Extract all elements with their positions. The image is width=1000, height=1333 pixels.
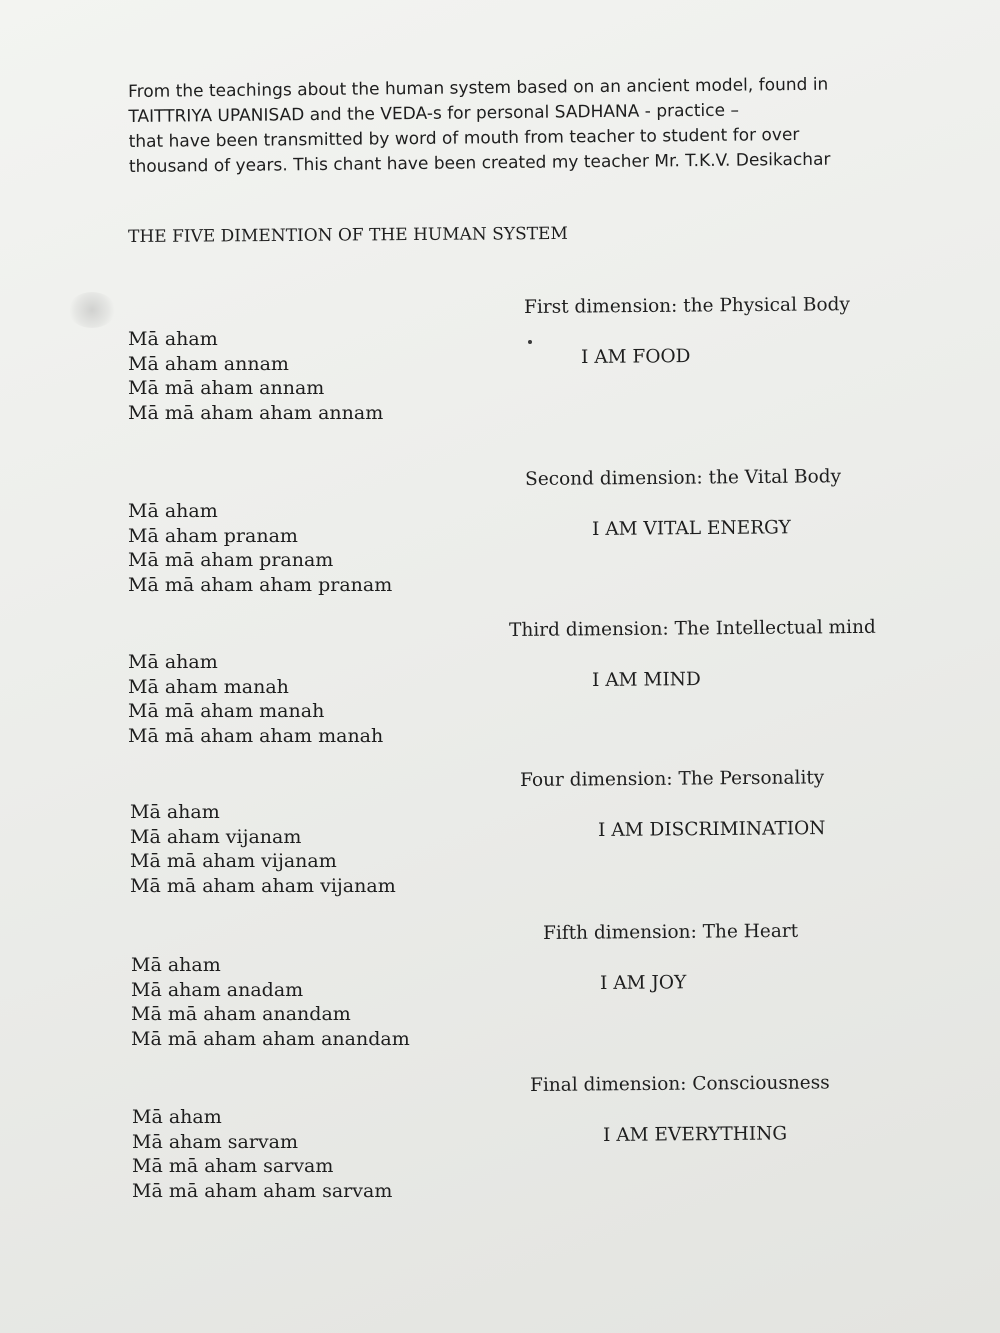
dimension-section-6: [0, 1072, 1000, 1205]
chant-line: Mā aham vijanam: [130, 825, 302, 848]
chant-line: Mā aham annam: [128, 352, 289, 375]
chant-lines: [128, 327, 383, 425]
dimension-section-2: [0, 466, 1000, 599]
chant-line: Mā mā aham manah: [128, 700, 325, 722]
chant-line: Mā aham sarvam: [132, 1130, 299, 1153]
chant-line: Mā mā aham vijanam: [130, 850, 337, 872]
chant-line: Mā aham: [130, 801, 220, 823]
chant-line: Mā mā aham pranam: [128, 549, 334, 571]
chant-line: Mā aham: [128, 651, 218, 673]
dimension-affirmation: I AM EVERYTHING: [603, 1123, 788, 1146]
chant-line: Mā mā aham annam: [128, 377, 325, 399]
chant-line: Mā aham pranam: [128, 524, 298, 547]
intro-paragraph: [128, 72, 889, 180]
dimension-title: Final dimension: Consciousness: [530, 1072, 830, 1096]
chant-line: Mā mā aham anandam: [131, 1003, 351, 1025]
dimension-affirmation: I AM JOY: [600, 972, 687, 994]
dimension-affirmation: I AM FOOD: [581, 346, 691, 368]
dimension-section-3: [0, 616, 1000, 750]
dimension-title: Third dimension: The Intellectual mind: [509, 616, 876, 641]
chant-line: Mā mā aham aham pranam: [128, 573, 393, 596]
chant-line: Mā aham anadam: [131, 978, 304, 1001]
dimension-title: First dimension: the Physical Body: [524, 294, 850, 318]
intro-line: TAITTRIYA UPANISAD and the VEDA-s for personal SADHANA - practice –: [128, 100, 740, 127]
dimension-title: Four dimension: The Personality: [520, 767, 825, 791]
chant-lines: [132, 1105, 392, 1203]
dimension-section-4: [0, 767, 1000, 900]
dimension-section-5: [0, 920, 1000, 1053]
chant-line: Mā mā aham aham anandam: [131, 1027, 410, 1050]
chant-line: Mā aham: [128, 328, 218, 350]
dimension-title: Second dimension: the Vital Body: [525, 466, 842, 490]
dimension-title: Fifth dimension: The Heart: [543, 920, 799, 944]
intro-line: that have been transmitted by word of mouth from teacher to student for over: [128, 124, 800, 152]
chant-line: Mā mā aham aham manah: [128, 724, 384, 747]
chant-line: Mā aham manah: [128, 675, 289, 698]
dimension-affirmation: I AM DISCRIMINATION: [598, 818, 826, 841]
dimension-affirmation: I AM MIND: [592, 669, 701, 691]
chant-line: Mā mā aham aham sarvam: [132, 1179, 393, 1202]
chant-line: Mā aham: [131, 954, 221, 976]
intro-line: thousand of years. This chant have been created my teacher Mr. T.K.V. Desikachar: [128, 149, 831, 177]
intro-line: From the teachings about the human system based on an ancient model, found in: [128, 74, 829, 102]
chant-line: Mā mā aham aham vijanam: [130, 874, 396, 897]
chant-line: Mā aham: [128, 500, 218, 522]
chant-lines: [131, 953, 410, 1051]
dimension-affirmation: I AM VITAL ENERGY: [592, 517, 791, 540]
chant-lines: [128, 650, 383, 748]
dimension-section-1: [0, 294, 1000, 427]
document-heading: THE FIVE DIMENTION OF THE HUMAN SYSTEM: [128, 223, 568, 247]
chant-line: Mā aham: [132, 1106, 222, 1128]
chant-line: Mā mā aham aham annam: [128, 401, 384, 424]
chant-lines: [128, 499, 392, 597]
chant-line: Mā mā aham sarvam: [132, 1155, 334, 1177]
chant-lines: [130, 800, 396, 898]
